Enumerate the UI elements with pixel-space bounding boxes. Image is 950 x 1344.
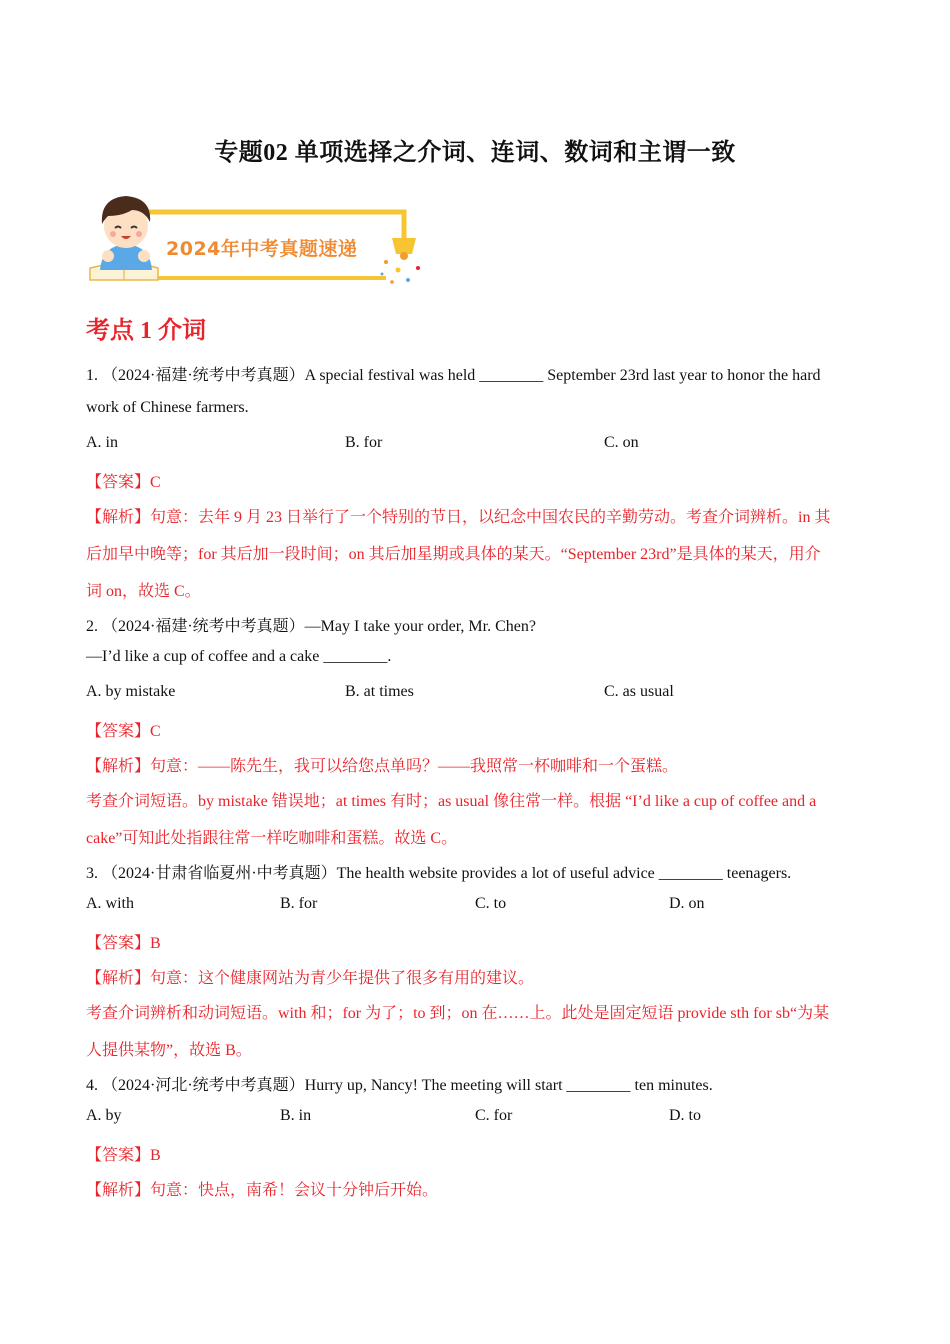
q4-stem-line1: 4. （2024·河北·统考中考真题）Hurry up, Nancy! The meeting will start ________ ten minutes. xyxy=(86,1077,713,1094)
q1-analysis-line1: 【解析】句意：去年 9 月 23 日举行了一个特别的节日，以纪念中国农民的辛勤劳动。考查介词辨析。in 其 xyxy=(86,509,831,526)
q3-option-c: C. to xyxy=(475,895,507,912)
q4-analysis-line1: 【解析】句意：快点，南希！会议十分钟后开始。 xyxy=(86,1182,439,1199)
q3-stem-line1: 3. （2024·甘肃省临夏州·中考真题）The health website provides a lot of useful advice ________ teenagers. xyxy=(86,865,792,882)
q2-option-a: A. by mistake xyxy=(86,683,176,700)
q3-answer: 【答案】B xyxy=(86,935,161,952)
q1-stem-line2: work of Chinese farmers. xyxy=(86,399,249,416)
q1-answer: 【答案】C xyxy=(86,474,161,491)
q3-analysis-line2: 考查介词辨析和动词短语。with 和；for 为了；to 到；on 在……上。此处是固定短语 provide sth for sb“为某 xyxy=(86,1005,830,1022)
q3-option-d: D. on xyxy=(669,895,705,912)
q3-analysis-line1: 【解析】句意：这个健康网站为青少年提供了很多有用的建议。 xyxy=(86,970,535,987)
q2-stem-line1: 2. （2024·福建·统考中考真题）—May I take your order, Mr. Chen? xyxy=(86,618,536,635)
q1-analysis-line2: 后加早中晚等；for 其后加一段时间；on 其后加星期或具体的某天。“September 23rd”是具体的某天，用介 xyxy=(86,546,821,563)
q4-option-d: D. to xyxy=(669,1107,701,1124)
q1-option-c: C. on xyxy=(604,434,639,451)
q2-stem-line2: —I’d like a cup of coffee and a cake ________. xyxy=(86,648,392,665)
q2-analysis-line1: 【解析】句意：——陈先生，我可以给您点单吗？——我照常一杯咖啡和一个蛋糕。 xyxy=(86,758,679,775)
q4-option-c: C. for xyxy=(475,1107,513,1124)
q4-option-b: B. in xyxy=(280,1107,312,1124)
q1-option-b: B. for xyxy=(345,434,383,451)
q2-option-b: B. at times xyxy=(345,683,414,700)
q3-option-b: B. for xyxy=(280,895,318,912)
page-title: 专题02 单项选择之介词、连词、数词和主谓一致 xyxy=(214,140,736,166)
q1-stem-line1: 1. （2024·福建·统考中考真题）A special festival was held ________ September 23rd last year to honor the hard xyxy=(86,367,821,384)
q3-analysis-line3: 人提供某物”，故选 B。 xyxy=(86,1042,252,1059)
banner-title: 2024年中考真题速递 xyxy=(166,238,358,260)
q4-option-a: A. by xyxy=(86,1107,122,1124)
q2-option-c: C. as usual xyxy=(604,683,674,700)
q2-analysis-line3: cake”可知此处指跟往常一样吃咖啡和蛋糕。故选 C。 xyxy=(86,830,458,847)
q2-analysis-line2: 考查介词短语。by mistake 错误地；at times 有时；as usual 像往常一样。根据 “I’d like a cup of coffee and a xyxy=(86,793,817,810)
q3-option-a: A. with xyxy=(86,895,134,912)
q2-answer: 【答案】C xyxy=(86,723,161,740)
q1-option-a: A. in xyxy=(86,434,118,451)
section-heading: 考点 1 介词 xyxy=(86,318,206,344)
q1-analysis-line3: 词 on，故选 C。 xyxy=(86,583,201,600)
q4-answer: 【答案】B xyxy=(86,1147,161,1164)
section-banner xyxy=(86,190,431,290)
